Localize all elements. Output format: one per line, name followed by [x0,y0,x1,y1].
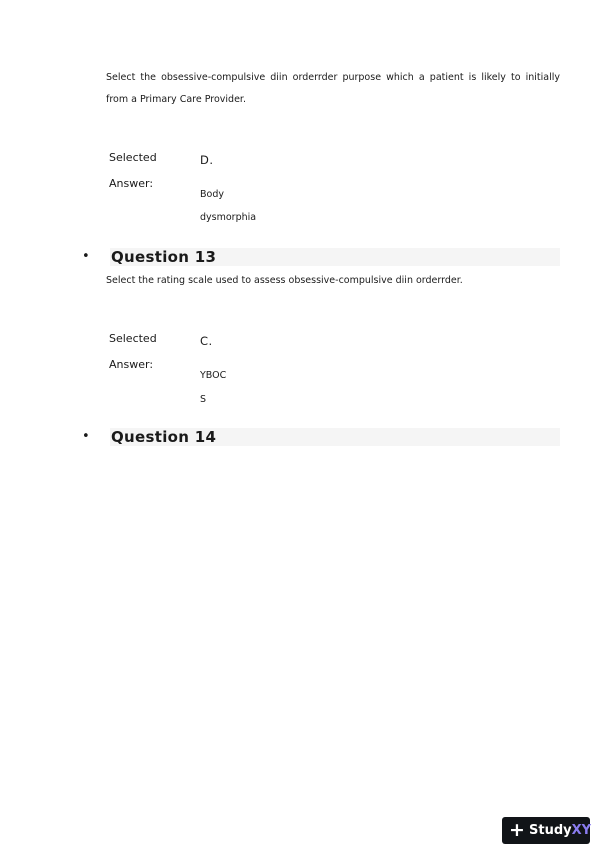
selected-option-letter: D. [200,153,214,167]
plus-icon: + [509,819,525,841]
selected-answer-line-1: YBOC [200,370,227,381]
answer-label: Answer: [109,358,154,371]
question-13-header [82,248,560,266]
selected-label: Selected [109,332,157,345]
brand-name: StudyXY [529,823,592,838]
question-14-header [82,428,560,446]
selected-answer-line-2: dysmorphia [200,212,257,223]
question-12-prompt: Select the obsessive-compulsive diin orderrder purpose which a patient is likely to initially from a Primary Care Provider. [106,72,560,105]
question-13-title: Question 13 [111,248,217,266]
selected-answer-line-1: Body [200,189,224,200]
bullet-icon: • [82,429,90,444]
selected-answer-line-2: S [200,394,207,405]
question-14-title: Question 14 [111,428,217,446]
studyxy-logo [502,817,590,844]
bullet-icon: • [82,249,90,264]
answer-label: Answer: [109,177,154,190]
selected-label: Selected [109,151,157,164]
question-13-prompt: Select the rating scale used to assess obsessive-compulsive diin orderrder. [106,275,463,286]
selected-option-letter: C. [200,334,213,348]
